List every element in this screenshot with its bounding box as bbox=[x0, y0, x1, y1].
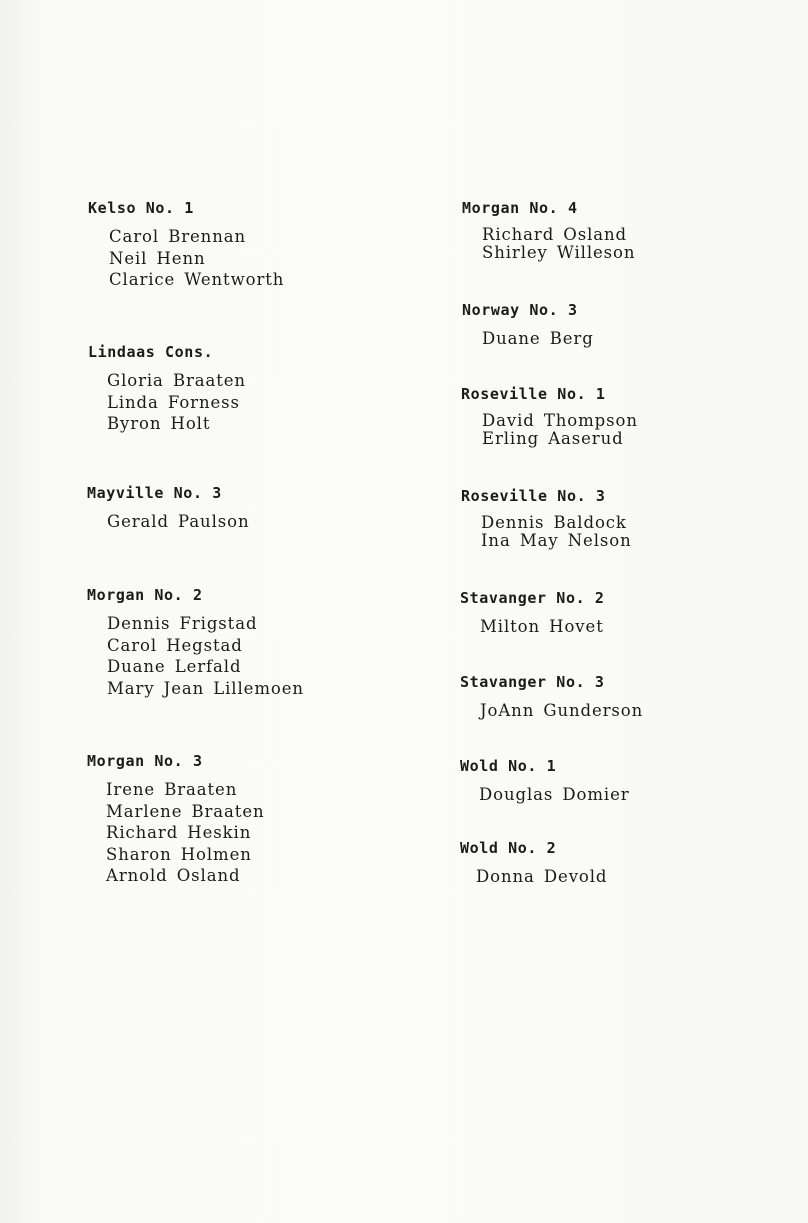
student-name: Ina May Nelson bbox=[481, 531, 632, 550]
student-name: Gerald Paulson bbox=[107, 512, 250, 531]
district-heading: Norway No. 3 bbox=[462, 301, 578, 319]
student-name: Neil Henn bbox=[109, 248, 206, 268]
student-name: Gloria Braaten bbox=[107, 371, 246, 390]
student-name: Erling Aaserud bbox=[482, 429, 624, 448]
student-name: Mary Jean Lillemoen bbox=[107, 678, 304, 698]
name-list bbox=[480, 700, 643, 722]
name-list bbox=[482, 328, 594, 350]
district-heading: Morgan No. 2 bbox=[87, 586, 203, 604]
district-group-stavanger-2 bbox=[460, 588, 604, 638]
district-group-morgan-2 bbox=[87, 585, 304, 699]
name-list bbox=[107, 613, 304, 699]
district-heading: Wold No. 2 bbox=[460, 839, 557, 857]
student-name: Donna Devold bbox=[476, 867, 608, 886]
district-group-roseville-3 bbox=[461, 486, 632, 550]
name-list bbox=[481, 514, 632, 550]
student-name: Dennis Baldock bbox=[481, 513, 627, 532]
student-name: Clarice Wentworth bbox=[109, 270, 285, 289]
district-group-wold-1 bbox=[460, 756, 630, 806]
student-name: Linda Forness bbox=[107, 392, 240, 412]
student-name: Douglas Domier bbox=[479, 785, 630, 804]
student-name: Duane Lerfald bbox=[107, 657, 242, 676]
student-name: Shirley Willeson bbox=[482, 243, 636, 262]
name-list bbox=[479, 784, 630, 806]
name-list bbox=[107, 370, 246, 435]
district-heading: Stavanger No. 2 bbox=[460, 589, 605, 607]
name-list bbox=[476, 866, 607, 888]
student-name: Duane Berg bbox=[482, 329, 594, 348]
student-name: Sharon Holmen bbox=[106, 844, 252, 864]
student-name: Arnold Osland bbox=[106, 866, 241, 885]
district-group-norway-3 bbox=[462, 300, 594, 350]
student-name: David Thompson bbox=[482, 411, 638, 430]
name-list bbox=[480, 616, 604, 638]
student-name: Marlene Braaten bbox=[106, 801, 265, 821]
student-name: Richard Osland bbox=[482, 225, 627, 244]
district-heading: Roseville No. 3 bbox=[461, 487, 606, 505]
student-name: Carol Brennan bbox=[109, 227, 246, 246]
student-name: Carol Hegstad bbox=[107, 635, 243, 655]
student-name: Irene Braaten bbox=[106, 780, 238, 799]
district-heading: Mayville No. 3 bbox=[87, 484, 222, 502]
student-name: Milton Hovet bbox=[480, 617, 604, 636]
district-heading: Morgan No. 4 bbox=[462, 199, 578, 217]
name-list bbox=[106, 779, 265, 887]
district-group-lindaas-cons bbox=[88, 342, 246, 435]
district-group-mayville-3 bbox=[87, 483, 249, 533]
name-list bbox=[107, 511, 249, 533]
name-list bbox=[109, 226, 284, 291]
district-heading: Roseville No. 1 bbox=[461, 385, 606, 403]
district-group-roseville-1 bbox=[461, 384, 638, 448]
district-heading: Morgan No. 3 bbox=[87, 752, 203, 770]
district-group-stavanger-3 bbox=[460, 672, 643, 722]
district-heading: Kelso No. 1 bbox=[88, 199, 194, 217]
district-heading: Wold No. 1 bbox=[460, 757, 557, 775]
name-list bbox=[482, 412, 638, 448]
district-heading: Stavanger No. 3 bbox=[460, 673, 605, 691]
district-heading: Lindaas Cons. bbox=[88, 343, 214, 361]
student-name: Dennis Frigstad bbox=[107, 614, 258, 633]
student-name: Richard Heskin bbox=[106, 823, 252, 842]
district-group-wold-2 bbox=[460, 838, 607, 888]
district-group-morgan-3 bbox=[87, 751, 265, 887]
district-group-morgan-4 bbox=[462, 198, 635, 262]
district-group-kelso-1 bbox=[88, 198, 284, 291]
student-name: Byron Holt bbox=[107, 414, 211, 433]
name-list bbox=[482, 226, 635, 262]
student-name: JoAnn Gunderson bbox=[480, 701, 644, 720]
